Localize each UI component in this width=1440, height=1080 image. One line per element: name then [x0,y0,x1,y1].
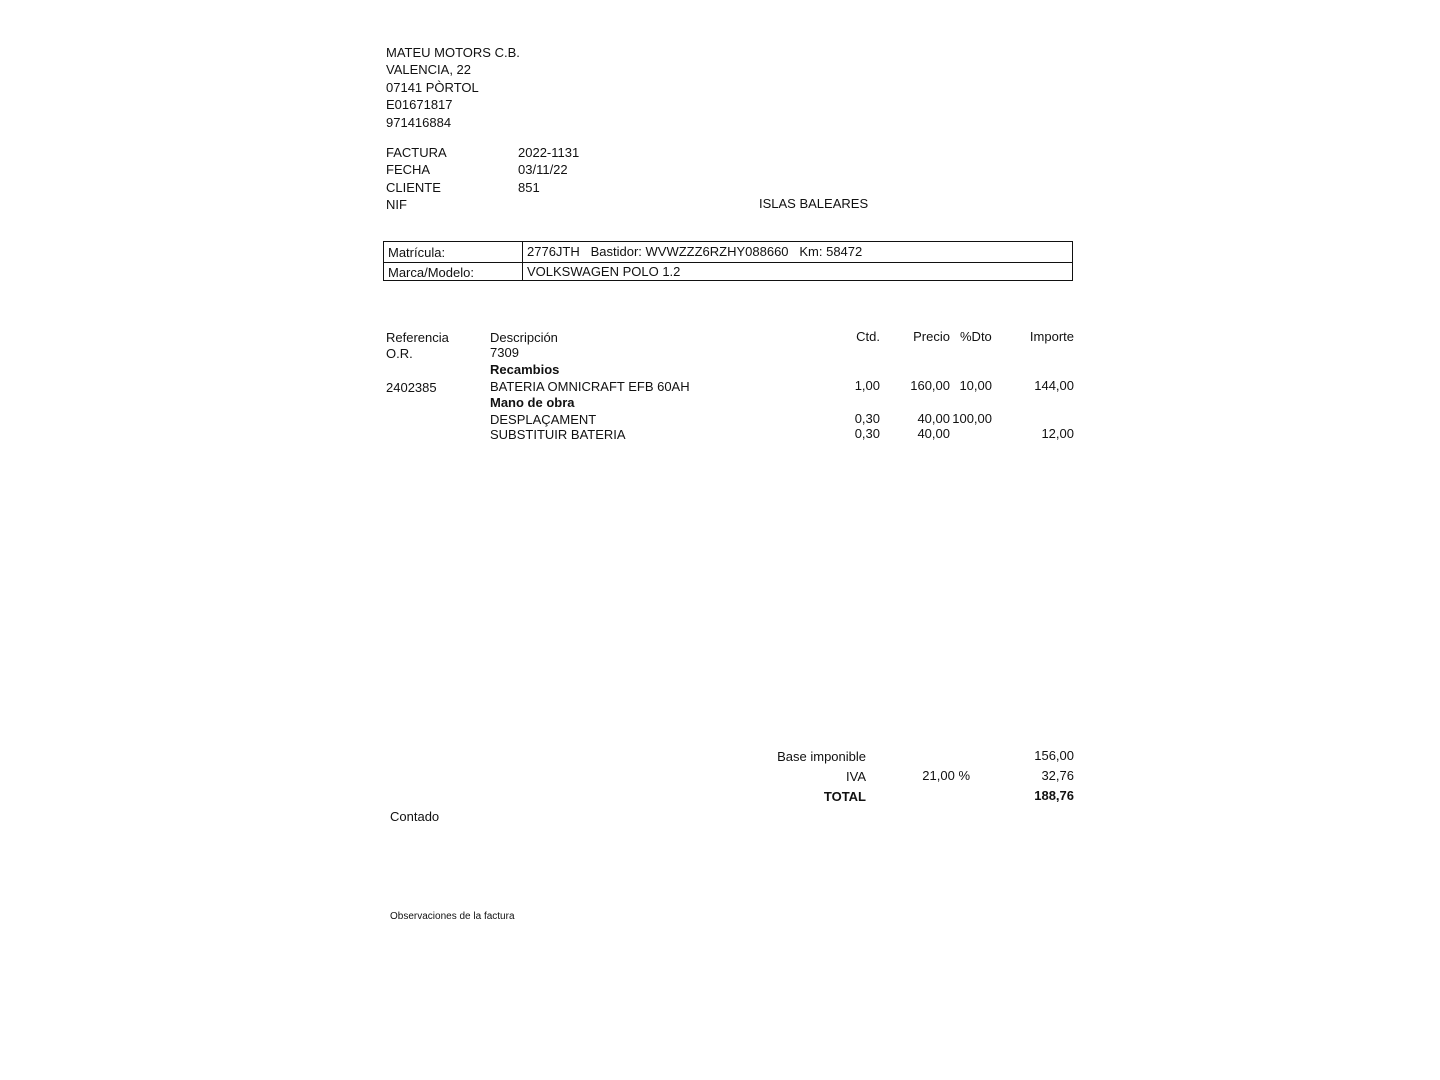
iva-value: 32,76 [1041,768,1074,783]
factura-value: 2022-1131 [518,145,580,160]
iva-label: IVA [846,769,866,784]
plate-label: Matrícula: [388,245,446,260]
or-label: O.R. [386,346,413,361]
row-2-dto: 100,00 [952,411,992,426]
observations-label: Observaciones de la factura [390,911,515,922]
section-mano-de-obra: Mano de obra [490,395,575,410]
model-label: Marca/Modelo: [388,265,474,280]
header-referencia: Referencia [386,330,449,345]
header-ctd: Ctd. [856,329,880,344]
company-phone: 971416884 [386,115,452,130]
cliente-label: CLIENTE [386,180,441,195]
vehicle-row-plate [384,242,1072,263]
company-name: MATEU MOTORS C.B. [386,45,520,60]
row-3-importe: 12,00 [1041,426,1074,441]
vehicle-box-divider [522,242,523,280]
vehicle-box [383,241,1073,281]
fecha-value: 03/11/22 [518,162,568,177]
base-label: Base imponible [777,749,866,764]
row-1-dto: 10,00 [959,378,992,393]
row-1-ref: 2402385 [386,380,437,395]
row-2-desc: DESPLAÇAMENT [490,412,597,427]
row-2-precio: 40,00 [917,411,950,426]
plate-value: 2776JTH Bastidor: WVWZZZ6RZHY088660 Km: 58472 [527,244,863,259]
row-1-importe: 144,00 [1034,378,1074,393]
base-value: 156,00 [1034,748,1074,763]
payment-method: Contado [390,809,440,824]
header-dto: %Dto [960,329,992,344]
model-value: VOLKSWAGEN POLO 1.2 [527,264,681,279]
or-value: 7309 [490,345,519,360]
factura-label: FACTURA [386,145,447,160]
iva-rate: 21,00 % [922,768,970,783]
row-3-precio: 40,00 [917,426,950,441]
fecha-label: FECHA [386,162,431,177]
row-1-desc: BATERIA OMNICRAFT EFB 60AH [490,379,690,394]
vehicle-row-model [384,262,1072,282]
header-importe: Importe [1029,329,1074,344]
nif-label: NIF [386,197,407,212]
total-value: 188,76 [1034,788,1074,803]
section-recambios: Recambios [490,362,560,377]
row-1-ctd: 1,00 [854,378,880,393]
row-3-ctd: 0,30 [854,426,880,441]
total-label: TOTAL [823,789,866,804]
header-descripcion: Descripción [490,330,558,345]
header-precio: Precio [913,329,950,344]
cliente-value: 851 [518,180,540,195]
region: ISLAS BALEARES [759,196,869,211]
company-street: VALENCIA, 22 [386,62,472,77]
company-tax-id: E01671817 [386,97,453,112]
row-1-precio: 160,00 [910,378,950,393]
company-city: 07141 PÒRTOL [386,80,479,95]
row-2-ctd: 0,30 [854,411,880,426]
row-3-desc: SUBSTITUIR BATERIA [490,427,626,442]
